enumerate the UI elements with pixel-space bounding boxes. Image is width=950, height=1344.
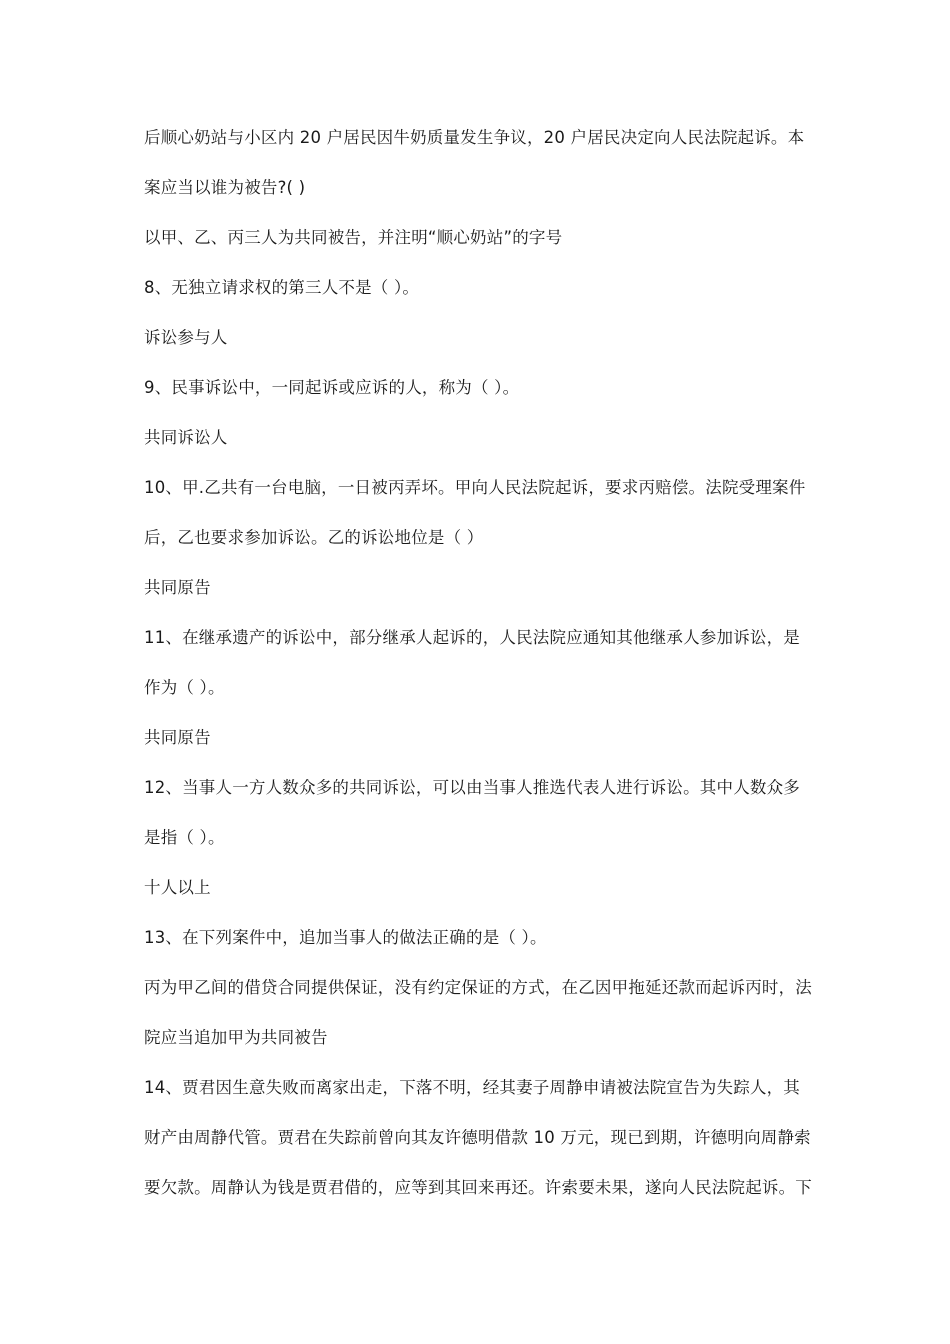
answer-line: 十人以上 — [144, 878, 211, 897]
question-11: 11、在继承遗产的诉讼中，部分继承人起诉的，人民法院应通知其他继承人参加诉讼，是 — [144, 628, 800, 647]
question-14: 14、贾君因生意失败而离家出走，下落不明，经其妻子周静申请被法院宣告为失踪人，其 — [144, 1078, 800, 1097]
answer-line: 院应当追加甲为共同被告 — [144, 1028, 328, 1047]
text-line: 后顺心奶站与小区内 20 户居民因牛奶质量发生争议，20 户居民决定向人民法院起诉。本 — [144, 128, 805, 147]
answer-line: 共同原告 — [144, 578, 211, 597]
text-line: 作为（ ）。 — [144, 678, 225, 697]
question-8: 8、无独立请求权的第三人不是（ ）。 — [144, 278, 420, 297]
answer-line: 诉讼参与人 — [144, 328, 228, 347]
question-12: 12、当事人一方人数众多的共同诉讼，可以由当事人推选代表人进行诉讼。其中人数众多 — [144, 778, 800, 797]
answer-line: 丙为甲乙间的借贷合同提供保证，没有约定保证的方式，在乙因甲拖延还款而起诉丙时，法 — [144, 978, 812, 997]
answer-line: 共同原告 — [144, 728, 211, 747]
question-10: 10、甲.乙共有一台电脑，一日被丙弄坏。甲向人民法院起诉，要求丙赔偿。法院受理案件 — [144, 478, 806, 497]
text-line: 要欠款。周静认为钱是贾君借的，应等到其回来再还。许索要未果，遂向人民法院起诉。下 — [144, 1178, 812, 1197]
question-13: 13、在下列案件中，追加当事人的做法正确的是（ ）。 — [144, 928, 547, 947]
answer-line: 共同诉讼人 — [144, 428, 228, 447]
text-line: 后，乙也要求参加诉讼。乙的诉讼地位是（ ） — [144, 528, 484, 547]
text-line: 是指（ ）。 — [144, 828, 225, 847]
text-line: 案应当以谁为被告?( ) — [144, 178, 306, 197]
document-body — [144, 113, 812, 1213]
text-line: 财产由周静代管。贾君在失踪前曾向其友许德明借款 10 万元，现已到期，许德明向周静索 — [144, 1128, 811, 1147]
answer-line: 以甲、乙、丙三人为共同被告，并注明“顺心奶站”的字号 — [144, 228, 563, 247]
question-9: 9、民事诉讼中，一同起诉或应诉的人，称为（ ）。 — [144, 378, 520, 397]
